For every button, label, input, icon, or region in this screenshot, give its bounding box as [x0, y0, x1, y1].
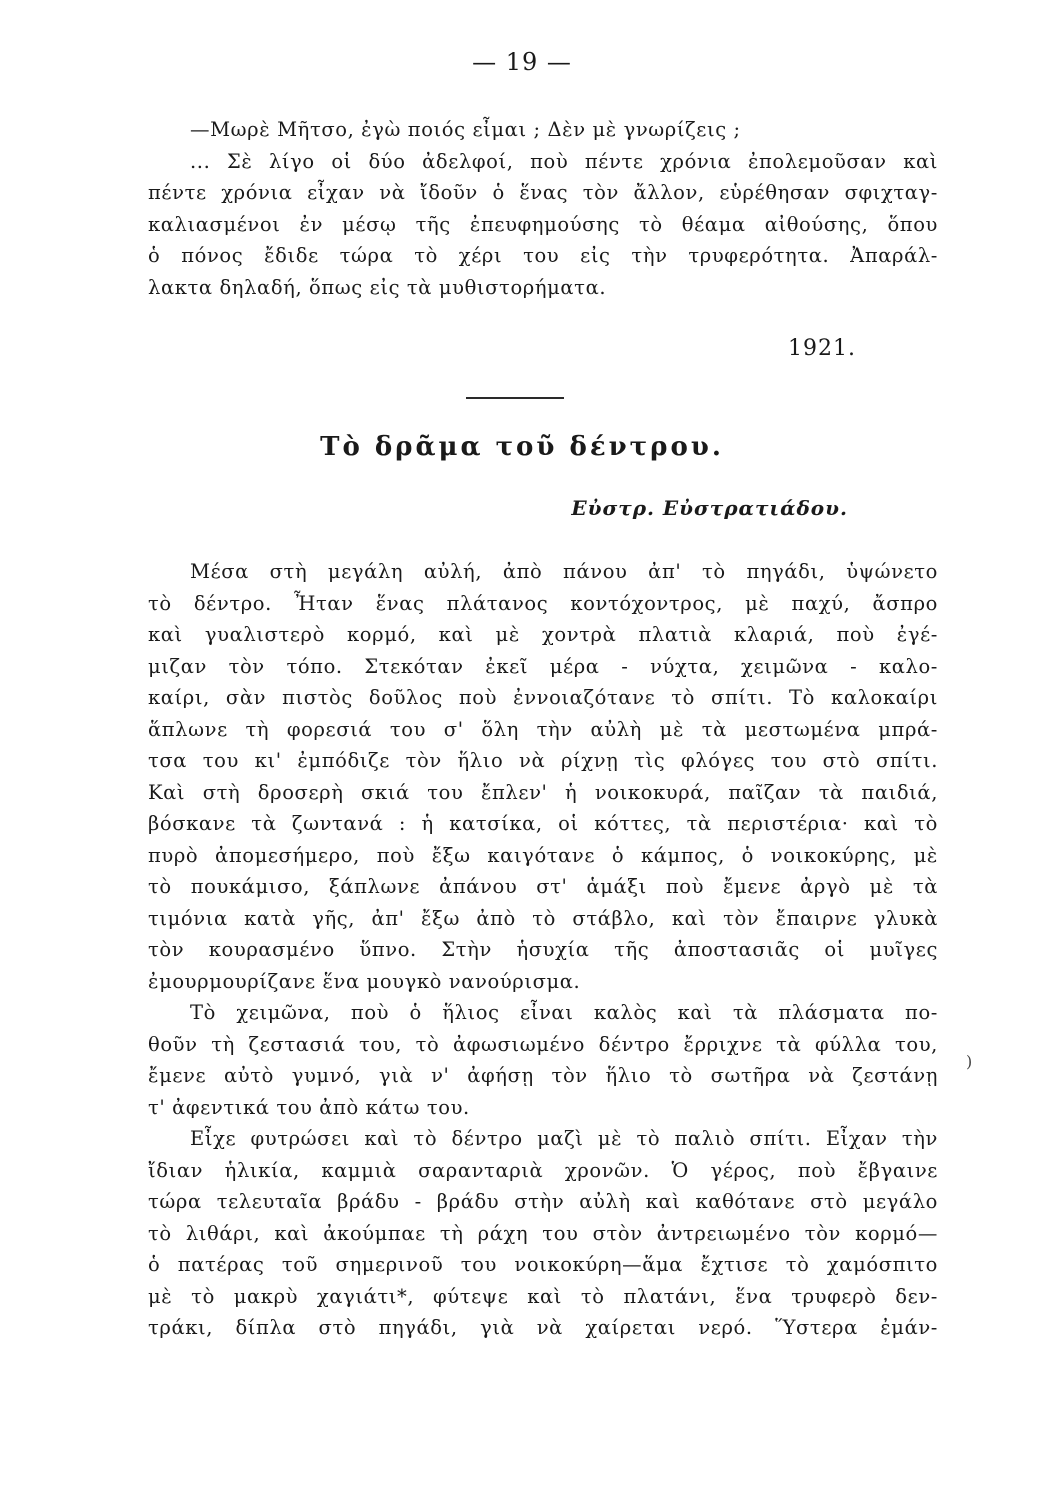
text-line: μὲ τὸ μακρὺ χαγιάτι*, φύτεψε καὶ τὸ πλατάνι, ἕνα τρυφερὸ δεν- — [148, 1284, 938, 1308]
text-line: καὶ γυαλιστερὸ κορμό, καὶ μὲ χοντρὰ πλατιὰ κλαριά, ποὺ ἐγέ- — [148, 623, 938, 646]
text-line: Μέσα στὴ μεγάλη αὐλή, ἀπὸ πάνου ἀπ' τὸ πηγάδι, ὑψώνετο — [190, 560, 938, 583]
text-line: Εἶχε φυτρώσει καὶ τὸ δέντρο μαζὶ μὲ τὸ παλιὸ σπίτι. Εἶχαν τὴν — [190, 1127, 938, 1150]
text-line: Καὶ στὴ δροσερὴ σκιά του ἔπλεν' ἡ νοικοκυρά, παῖζαν τὰ παιδιά, — [148, 780, 938, 804]
text-line: ὁ πατέρας τοῦ σημερινοῦ του νοικοκύρη—ἅμα ἔχτισε τὸ χαμόσπιτο — [148, 1253, 938, 1276]
text-line: τιμόνια κατὰ γῆς, ἀπ' ἔξω ἀπὸ τὸ στάβλο, καὶ τὸν ἔπαιρνε γλυκὰ — [148, 906, 938, 930]
date: 1921. — [788, 336, 856, 361]
text-line: βόσκανε τὰ ζωντανά : ἡ κατσίκα, οἱ κόττες, τὰ περιστέρια· καὶ τὸ — [148, 812, 938, 835]
margin-mark: ) — [966, 1052, 973, 1071]
page-number: — 19 — — [472, 48, 572, 76]
text-line: καλιασμένοι ἐν μέσῳ τῆς ἐπευφημούσης τὸ θέαμα αἰθούσης, ὅπου — [148, 212, 938, 236]
text-line: ἅπλωνε τὴ φορεσιά του σ' ὅλη τὴν αὐλὴ μὲ τὰ μεστωμένα μπρά- — [148, 717, 938, 741]
text-line: τράκι, δίπλα στὸ πηγάδι, γιὰ νὰ χαίρεται νερό. Ὕστερα ἐμάν- — [148, 1316, 938, 1339]
previous-story-ending — [148, 114, 938, 303]
text-line: λακτα δηλαδή, ὅπως εἰς τὰ μυθιστορήματα. — [148, 275, 607, 299]
story-title: Τὸ δρᾶμα τοῦ δέντρου. — [320, 432, 724, 462]
text-line: τὸ δέντρο. Ἦταν ἕνας πλάτανος κοντόχοντρος, μὲ παχύ, ἄσπρο — [148, 591, 938, 615]
text-line: ἴδιαν ἡλικία, καμμιὰ σαρανταριὰ χρονῶν. Ὁ γέρος, ποὺ ἔβγαινε — [148, 1158, 938, 1182]
text-line: ἔμενε αὐτὸ γυμνό, γιὰ ν' ἀφήσῃ τὸν ἥλιο τὸ σωτῆρα νὰ ζεστάνῃ — [148, 1064, 938, 1087]
section-divider — [466, 397, 564, 399]
text-line: τώρα τελευταῖα βράδυ - βράδυ στὴν αὐλὴ καὶ καθότανε στὸ μεγάλο — [148, 1190, 938, 1213]
text-line: τὸ πουκάμισο, ξάπλωνε ἀπάνου στ' ἁμάξι ποὺ ἔμενε ἀργὸ μὲ τὰ — [148, 875, 938, 898]
text-line: πέντε χρόνια εἶχαν νὰ ἴδοῦν ὁ ἕνας τὸν ἄλλον, εὑρέθησαν σφιχταγ- — [148, 181, 938, 204]
text-line: θοῦν τὴ ζεστασιά του, τὸ ἀφωσιωμένο δέντρο ἔρριχνε τὰ φύλλα του, — [148, 1032, 938, 1056]
text-line: τὸ λιθάρι, καὶ ἀκούμπαε τὴ ράχη του στὸν ἀντρειωμένο τὸν κορμό— — [148, 1221, 938, 1245]
text-line: τὸν κουρασμένο ὕπνο. Στὴν ἡσυχία τῆς ἀποστασιᾶς οἱ μυῖγες — [148, 938, 938, 961]
text-line: Τὸ χειμῶνα, ποὺ ὁ ἥλιος εἶναι καλὸς καὶ τὰ πλάσματα πο- — [190, 1001, 938, 1024]
text-line: ἐμουρμουρίζανε ἕνα μουγκὸ νανούρισμα. — [148, 969, 581, 993]
text-line: καίρι, σὰν πιστὸς δοῦλος ποὺ ἐννοιαζότανε τὸ σπίτι. Τὸ καλοκαίρι — [148, 686, 938, 709]
text-line: μιζαν τὸν τόπο. Στεκόταν ἐκεῖ μέρα - νύχτα, χειμῶνα - καλο- — [148, 654, 938, 678]
text-line: τ' ἀφεντικά του ἀπὸ κάτω του. — [148, 1095, 470, 1119]
text-line: —Μωρὲ Μῆτσο, ἐγὼ ποιός εἶμαι ; Δὲν μὲ γνωρίζεις ; — [190, 118, 741, 141]
story-body — [148, 556, 938, 1344]
text-line: πυρὸ ἀπομεσήμερο, ποὺ ἔξω καιγότανε ὁ κάμπος, ὁ νοικοκύρης, μὲ — [148, 843, 938, 867]
text-line: τσα του κι' ἐμπόδιζε τὸν ἥλιο νὰ ρίχνῃ τὶς φλόγες του στὸ σπίτι. — [148, 749, 938, 772]
text-line: ... Σὲ λίγο οἱ δύο ἀδελφοί, ποὺ πέντε χρόνια ἐπολεμοῦσαν καὶ — [190, 149, 938, 173]
text-line: ὁ πόνος ἔδιδε τώρα τὸ χέρι του εἰς τὴν τρυφερότητα. Ἀπαράλ- — [148, 244, 938, 267]
story-author: Εὐστρ. Εὐστρατιάδου. — [571, 496, 848, 520]
